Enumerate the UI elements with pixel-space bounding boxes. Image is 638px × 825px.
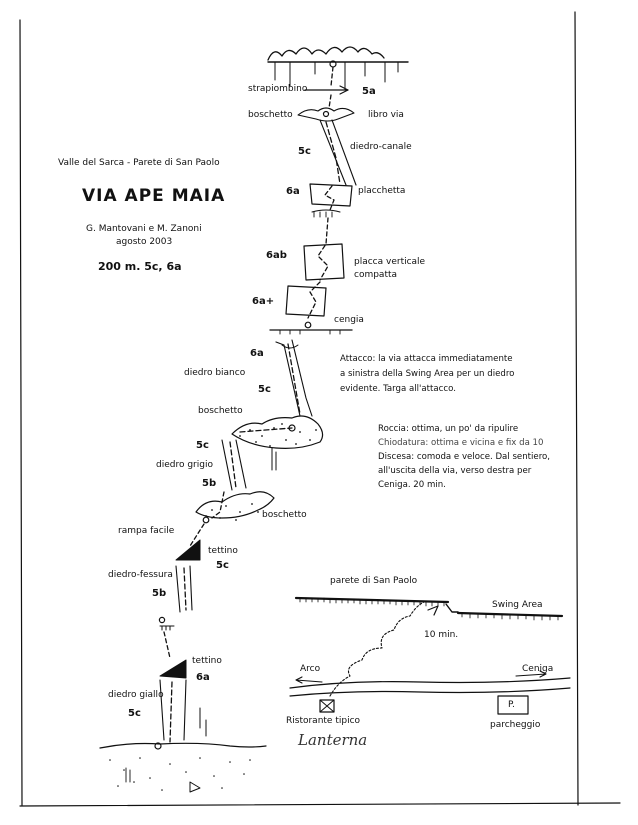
- grade-pitch-9: 5b: [202, 478, 217, 489]
- map-wall-label: parete di San Paolo: [330, 576, 418, 586]
- grade-pitch-6: 6a: [250, 348, 264, 359]
- grade-pitch-5: 6a+: [252, 296, 275, 307]
- label-boschetto-top: boschetto: [248, 110, 293, 120]
- map-restaurant-name: Lanterna: [298, 731, 368, 749]
- label-placca-verticale: placca verticale: [354, 257, 426, 267]
- road-upper: [290, 678, 570, 688]
- label-cengia: cengia: [334, 315, 364, 325]
- map-time-label: 10 min.: [424, 630, 459, 640]
- info-chiodatura: Chiodatura: ottima e vicina e fix da 10: [378, 438, 544, 448]
- label-diedro-grigio: diedro grigio: [156, 460, 213, 470]
- grade-pitch-7: 5c: [258, 384, 271, 395]
- grade-pitch-11: 5b: [152, 588, 167, 599]
- map-swing-area-label: Swing Area: [492, 600, 543, 610]
- label-rampa-facile: rampa facile: [118, 526, 175, 536]
- base-ground: [100, 743, 266, 748]
- frame-bottom: [20, 803, 620, 806]
- summit-bushes: [268, 47, 384, 60]
- route-subtitle: Valle del Sarca - Parete di San Paolo: [58, 158, 220, 168]
- label-diedro-giallo: diedro giallo: [108, 690, 164, 700]
- label-tettino-1: tettino: [208, 546, 238, 556]
- 6a-plus-box: [286, 286, 326, 316]
- boschetto-mid: [232, 416, 323, 448]
- route-date: agosto 2003: [116, 237, 173, 247]
- route-authors: G. Mantovani e M. Zanoni: [86, 224, 202, 234]
- label-diedro-fessura: diedro-fessura: [108, 570, 173, 580]
- label-diedro-bianco: diedro bianco: [184, 368, 246, 378]
- grade-pitch-2: 5c: [298, 146, 311, 157]
- tettino-1: [176, 540, 200, 560]
- frame-left: [20, 20, 22, 805]
- grade-pitch-12: 6a: [196, 672, 210, 683]
- info-roccia: Roccia: ottima, un po' da ripulire: [378, 424, 519, 434]
- info-attacco-3: evidente. Targa all'attacco.: [340, 384, 456, 394]
- tettino-2: [160, 660, 186, 678]
- label-libro-via: libro via: [368, 110, 404, 120]
- map-parking-symbol: P.: [508, 700, 515, 710]
- label-placchetta: placchetta: [358, 186, 406, 196]
- grade-pitch-3: 6a: [286, 186, 300, 197]
- label-compatta: compatta: [354, 270, 398, 280]
- label-tettino-2: tettino: [192, 656, 222, 666]
- label-strapiombino: strapiombino: [248, 84, 308, 94]
- frame-right: [575, 12, 578, 805]
- grade-pitch-13: 5c: [128, 708, 141, 719]
- info-attacco-1: Attacco: la via attacca immediatamente: [340, 354, 513, 364]
- info-attacco-2: a sinistra della Swing Area per un diedro: [340, 369, 515, 379]
- label-boschetto-low: boschetto: [262, 510, 307, 520]
- map-restaurant-label: Ristorante tipico: [286, 716, 361, 726]
- info-discesa-2: all'uscita della via, verso destra per: [378, 466, 532, 476]
- info-discesa-3: Ceniga. 20 min.: [378, 480, 446, 490]
- label-boschetto-mid: boschetto: [198, 406, 243, 416]
- grade-pitch-4: 6ab: [266, 250, 287, 261]
- label-diedro-canale: diedro-canale: [350, 142, 412, 152]
- map-ceniga-label: Ceniga: [522, 664, 554, 674]
- map-parking-label: parcheggio: [490, 720, 541, 730]
- map-arco-label: Arco: [300, 664, 321, 674]
- route-length-grade: 200 m. 5c, 6a: [98, 260, 182, 273]
- grade-pitch-1: 5a: [362, 86, 376, 97]
- boschetto-top-ledge: [298, 108, 354, 121]
- route-title: VIA APE MAIA: [82, 186, 226, 206]
- info-discesa-1: Discesa: comoda e veloce. Dal sentiero,: [378, 452, 551, 462]
- grade-pitch-8: 5c: [196, 440, 209, 451]
- grade-pitch-10: 5c: [216, 560, 229, 571]
